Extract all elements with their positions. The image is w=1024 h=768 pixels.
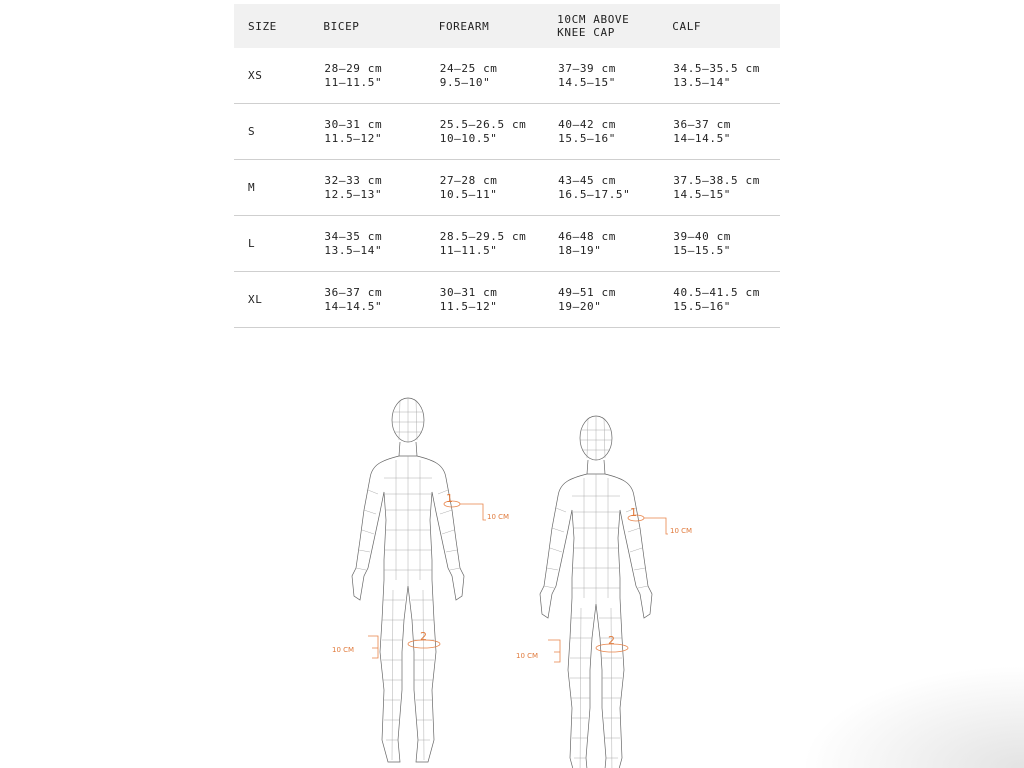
size-cell: XL: [234, 272, 323, 328]
forearm-cell: 30–31 cm 11.5–12": [439, 272, 557, 328]
female-figure: [516, 416, 692, 768]
bicep-cell: 36–37 cm 14–14.5": [323, 272, 438, 328]
forearm-cell: 27–28 cm 10.5–11": [439, 160, 557, 216]
table-row: [234, 160, 780, 216]
male-knee-marker: [332, 630, 440, 658]
svg-text:10 CM: 10 CM: [487, 513, 510, 521]
male-figure: [332, 398, 509, 762]
table-row: [234, 104, 780, 160]
header-forearm: FOREARM: [439, 4, 557, 48]
svg-text:10 CM: 10 CM: [516, 652, 539, 660]
body-measurement-diagram: [300, 390, 740, 768]
size-cell: XS: [234, 48, 323, 104]
knee-cell: 49–51 cm 19–20": [557, 272, 672, 328]
header-bicep: BICEP: [323, 4, 438, 48]
header-knee: 10CM ABOVE KNEE CAP: [557, 4, 672, 48]
bicep-cell: 32–33 cm 12.5–13": [323, 160, 438, 216]
calf-cell: 36–37 cm 14–14.5": [672, 104, 780, 160]
svg-text:1: 1: [446, 492, 453, 505]
corner-shadow: [764, 648, 1024, 768]
svg-text:2: 2: [608, 634, 615, 647]
svg-text:1: 1: [630, 506, 637, 519]
table-row: [234, 48, 780, 104]
table-row: [234, 216, 780, 272]
size-chart-table: [234, 4, 780, 328]
size-cell: M: [234, 160, 323, 216]
size-cell: L: [234, 216, 323, 272]
calf-cell: 34.5–35.5 cm 13.5–14": [672, 48, 780, 104]
male-bicep-marker: [444, 492, 509, 521]
svg-text:10 CM: 10 CM: [670, 527, 693, 535]
knee-cell: 46–48 cm 18–19": [557, 216, 672, 272]
knee-cell: 43–45 cm 16.5–17.5": [557, 160, 672, 216]
female-bicep-marker: [628, 506, 692, 535]
bicep-cell: 28–29 cm 11–11.5": [323, 48, 438, 104]
bicep-cell: 34–35 cm 13.5–14": [323, 216, 438, 272]
forearm-cell: 24–25 cm 9.5–10": [439, 48, 557, 104]
size-cell: S: [234, 104, 323, 160]
table-row: [234, 272, 780, 328]
calf-cell: 39–40 cm 15–15.5": [672, 216, 780, 272]
header-size: SIZE: [234, 4, 323, 48]
knee-cell: 37–39 cm 14.5–15": [557, 48, 672, 104]
forearm-cell: 28.5–29.5 cm 11–11.5": [439, 216, 557, 272]
svg-text:10 CM: 10 CM: [332, 646, 355, 654]
table-header-row: [234, 4, 780, 48]
calf-cell: 40.5–41.5 cm 15.5–16": [672, 272, 780, 328]
calf-cell: 37.5–38.5 cm 14.5–15": [672, 160, 780, 216]
svg-text:2: 2: [420, 630, 427, 643]
knee-cell: 40–42 cm 15.5–16": [557, 104, 672, 160]
forearm-cell: 25.5–26.5 cm 10–10.5": [439, 104, 557, 160]
header-calf: CALF: [672, 4, 780, 48]
bicep-cell: 30–31 cm 11.5–12": [323, 104, 438, 160]
